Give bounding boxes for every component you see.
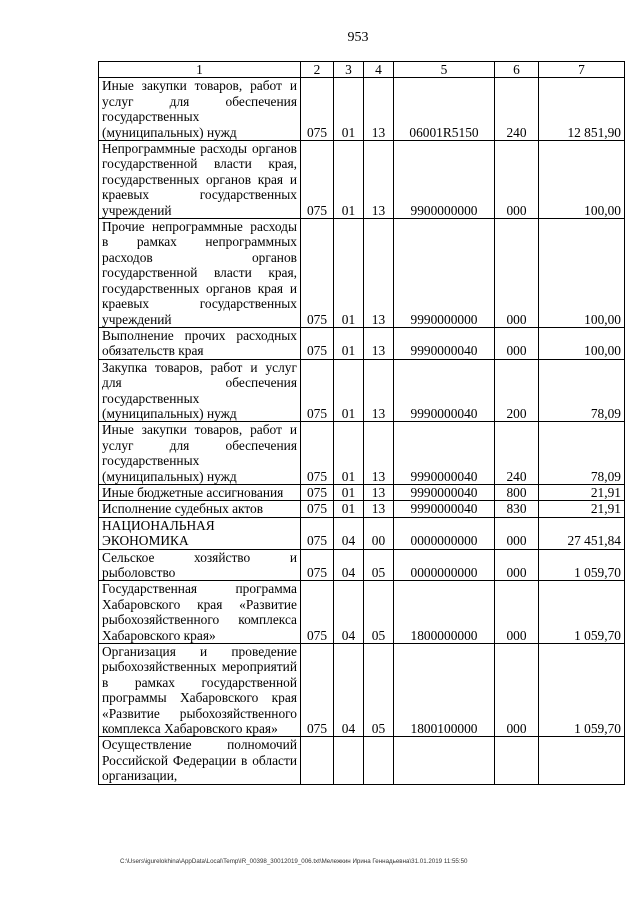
header-col-2: 2: [301, 62, 334, 78]
section-code-cell: 04: [334, 581, 364, 644]
target-article-cell: 1800100000: [394, 644, 495, 737]
expense-type-cell: 000: [495, 644, 539, 737]
table-header-row: [99, 62, 625, 78]
admin-code-cell: 075: [301, 581, 334, 644]
table-row: [99, 78, 625, 141]
subsection-code-cell: 13: [364, 359, 394, 422]
header-col-3: 3: [334, 62, 364, 78]
expense-type-cell: 000: [495, 549, 539, 581]
expense-type-cell: 000: [495, 517, 539, 549]
section-code-cell: 01: [334, 78, 364, 141]
expense-type-cell: 000: [495, 219, 539, 328]
target-article-cell: [394, 737, 495, 784]
section-code-cell: 01: [334, 422, 364, 485]
header-col-7: 7: [539, 62, 625, 78]
section-code-cell: 04: [334, 644, 364, 737]
subsection-code-cell: 13: [364, 327, 394, 359]
subsection-code-cell: 13: [364, 422, 394, 485]
header-col-6: 6: [495, 62, 539, 78]
admin-code-cell: [301, 737, 334, 784]
row-name-cell: НАЦИОНАЛЬНАЯ ЭКОНОМИКА: [99, 517, 301, 549]
section-code-cell: 01: [334, 359, 364, 422]
subsection-code-cell: 05: [364, 549, 394, 581]
amount-cell: 100,00: [539, 327, 625, 359]
expense-type-cell: 830: [495, 501, 539, 517]
subsection-code-cell: 13: [364, 141, 394, 219]
amount-cell: 1 059,70: [539, 581, 625, 644]
header-col-1: 1: [99, 62, 301, 78]
admin-code-cell: 075: [301, 422, 334, 485]
target-article-cell: 9990000040: [394, 484, 495, 500]
target-article-cell: 9990000040: [394, 501, 495, 517]
admin-code-cell: 075: [301, 484, 334, 500]
expense-type-cell: 240: [495, 78, 539, 141]
admin-code-cell: 075: [301, 644, 334, 737]
row-name-cell: Непрограммные расходы органов государственной власти края, государственных органов края и краевых государственных учреждений: [99, 141, 301, 219]
expense-type-cell: [495, 737, 539, 784]
admin-code-cell: 075: [301, 327, 334, 359]
expense-type-cell: 000: [495, 581, 539, 644]
table-row: [99, 517, 625, 549]
subsection-code-cell: 13: [364, 219, 394, 328]
table-row: [99, 737, 625, 784]
amount-cell: 78,09: [539, 359, 625, 422]
table-row: [99, 501, 625, 517]
row-name-cell: Сельское хозяйство и рыболовство: [99, 549, 301, 581]
target-article-cell: 06001R5150: [394, 78, 495, 141]
expense-type-cell: 000: [495, 327, 539, 359]
row-name-cell: Исполнение судебных актов: [99, 501, 301, 517]
amount-cell: 78,09: [539, 422, 625, 485]
target-article-cell: 0000000000: [394, 549, 495, 581]
amount-cell: 100,00: [539, 219, 625, 328]
page-number: 953: [347, 30, 369, 45]
expense-type-cell: 800: [495, 484, 539, 500]
admin-code-cell: 075: [301, 501, 334, 517]
table-row: [99, 581, 625, 644]
target-article-cell: 9990000000: [394, 219, 495, 328]
subsection-code-cell: 00: [364, 517, 394, 549]
section-code-cell: 01: [334, 327, 364, 359]
amount-cell: 21,91: [539, 484, 625, 500]
row-name-cell: Иные закупки товаров, работ и услуг для обеспечения государственных (муниципальных) нужд: [99, 422, 301, 485]
section-code-cell: 04: [334, 549, 364, 581]
budget-table: [98, 61, 625, 785]
target-article-cell: 0000000000: [394, 517, 495, 549]
target-article-cell: 1800000000: [394, 581, 495, 644]
admin-code-cell: 075: [301, 141, 334, 219]
header-col-5: 5: [394, 62, 495, 78]
row-name-cell: Закупка товаров, работ и услуг для обеспечения государственных (муниципальных) нужд: [99, 359, 301, 422]
subsection-code-cell: 13: [364, 501, 394, 517]
row-name-cell: Выполнение прочих расходных обязательств края: [99, 327, 301, 359]
expense-type-cell: 000: [495, 141, 539, 219]
amount-cell: 100,00: [539, 141, 625, 219]
header-col-4: 4: [364, 62, 394, 78]
admin-code-cell: 075: [301, 219, 334, 328]
amount-cell: 12 851,90: [539, 78, 625, 141]
target-article-cell: 9990000040: [394, 422, 495, 485]
admin-code-cell: 075: [301, 359, 334, 422]
row-name-cell: Иные бюджетные ассигнования: [99, 484, 301, 500]
row-name-cell: Государственная программа Хабаровского края «Развитие рыбохозяйственного комплекса Хабаровского края»: [99, 581, 301, 644]
table-row: [99, 422, 625, 485]
table-row: [99, 141, 625, 219]
amount-cell: 21,91: [539, 501, 625, 517]
subsection-code-cell: [364, 737, 394, 784]
row-name-cell: Прочие непрограммные расходы в рамках непрограммных расходов органов государственной власти края, государственных органов края и краевых государственных учреждений: [99, 219, 301, 328]
table-row: [99, 327, 625, 359]
table-row: [99, 549, 625, 581]
subsection-code-cell: 13: [364, 78, 394, 141]
table-row: [99, 644, 625, 737]
row-name-cell: Организация и проведение рыбохозяйственных мероприятий в рамках государственной программы Хабаровского края «Развитие рыбохозяйственного комплекса Хабаровского края»: [99, 644, 301, 737]
admin-code-cell: 075: [301, 78, 334, 141]
amount-cell: 1 059,70: [539, 549, 625, 581]
target-article-cell: 9990000040: [394, 359, 495, 422]
table-row: [99, 484, 625, 500]
section-code-cell: [334, 737, 364, 784]
expense-type-cell: 200: [495, 359, 539, 422]
table-row: [99, 359, 625, 422]
target-article-cell: 9990000040: [394, 327, 495, 359]
section-code-cell: 01: [334, 484, 364, 500]
amount-cell: 27 451,84: [539, 517, 625, 549]
subsection-code-cell: 13: [364, 484, 394, 500]
row-name-cell: Иные закупки товаров, работ и услуг для обеспечения государственных (муниципальных) нужд: [99, 78, 301, 141]
section-code-cell: 01: [334, 501, 364, 517]
table-row: [99, 219, 625, 328]
admin-code-cell: 075: [301, 549, 334, 581]
file-path-footer: C:\Users\igurelokhina\AppData\Local\Temp\IR_00398_30012019_006.txt\Мележкин Ирина Геннадьевна\31.01.2019 11:55:50: [120, 858, 468, 865]
amount-cell: [539, 737, 625, 784]
section-code-cell: 01: [334, 141, 364, 219]
section-code-cell: 04: [334, 517, 364, 549]
section-code-cell: 01: [334, 219, 364, 328]
admin-code-cell: 075: [301, 517, 334, 549]
subsection-code-cell: 05: [364, 581, 394, 644]
target-article-cell: 9900000000: [394, 141, 495, 219]
expense-type-cell: 240: [495, 422, 539, 485]
row-name-cell: Осуществление полномочий Российской Федерации в области организации,: [99, 737, 301, 784]
amount-cell: 1 059,70: [539, 644, 625, 737]
subsection-code-cell: 05: [364, 644, 394, 737]
